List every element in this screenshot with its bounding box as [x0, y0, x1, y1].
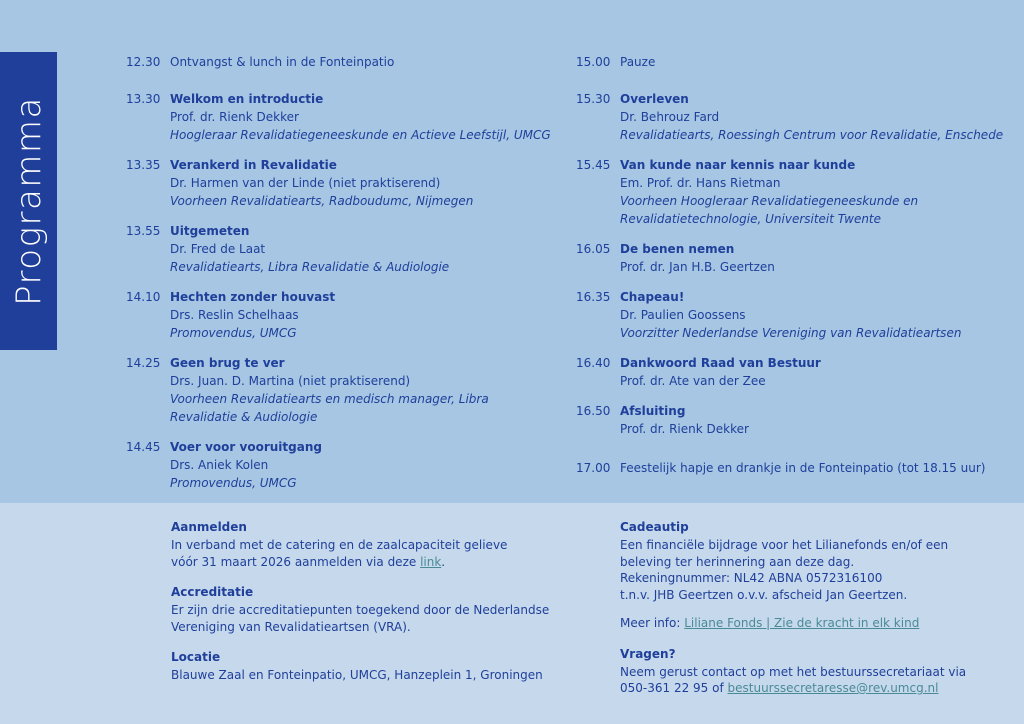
program-text: Prof. dr. Rienk Dekker	[170, 110, 299, 124]
program-item	[576, 354, 1006, 390]
program-body	[620, 402, 1006, 438]
program-item	[126, 222, 556, 276]
program-body	[170, 53, 556, 71]
program-text: Drs. Aniek Kolen	[170, 458, 269, 472]
gift-block	[620, 517, 980, 603]
program-text: Prof. dr. Rienk Dekker	[620, 422, 749, 436]
program-time: 14.45	[126, 440, 161, 454]
program-title: Welkom en introductie	[170, 92, 324, 106]
gift-heading: Cadeautip	[620, 520, 689, 534]
questions-contact	[620, 680, 980, 697]
questions-phone: 050-361 22 95 of	[620, 681, 728, 695]
more-info-text	[620, 615, 980, 632]
location-text: Blauwe Zaal en Fonteinpatio, UMCG, Hanzeplein 1, Groningen	[171, 668, 543, 682]
program-text: Prof. dr. Jan H.B. Geertzen	[620, 260, 775, 274]
accreditation-block	[171, 582, 571, 635]
program-time: 14.10	[126, 290, 161, 304]
questions-heading: Vragen?	[620, 646, 676, 661]
program-time: 15.00	[576, 55, 611, 69]
program-column-right	[576, 53, 1006, 477]
registration-text-end: .	[441, 554, 446, 569]
program-body	[620, 90, 1006, 144]
program-time: 16.05	[576, 242, 611, 256]
side-tab-label: Programma	[8, 96, 49, 306]
side-tab	[0, 52, 57, 350]
program-time: 15.30	[576, 92, 611, 106]
program-title: Chapeau!	[620, 290, 685, 304]
program-text: Drs. Juan. D. Martina (niet praktiserend)	[170, 374, 411, 388]
questions-text: Neem gerust contact op met het bestuurssecretariaat via	[620, 664, 967, 679]
info-column-left	[171, 517, 571, 696]
registration-text-part: vóór 31 maart 2026 aanmelden via deze	[171, 554, 421, 569]
program-title: Dankwoord Raad van Bestuur	[620, 356, 821, 370]
accreditation-text: Er zijn drie accreditatiepunten toegekend door de Nederlandse	[171, 603, 550, 617]
registration-text	[171, 554, 571, 571]
location-block	[171, 647, 571, 684]
program-item	[576, 156, 1006, 228]
program-title: Van kunde naar kennis naar kunde	[620, 158, 856, 172]
location-heading: Locatie	[171, 650, 221, 664]
program-role: Voorheen Revalidatiearts, Radboudumc, Nijmegen	[170, 194, 474, 208]
program-role: Voorheen Hoogleraar Revalidatiegeneeskunde en	[620, 194, 919, 208]
program-body	[620, 288, 1006, 342]
program-role: Revalidatiearts, Libra Revalidatie & Audiologie	[170, 260, 450, 274]
program-body	[170, 438, 556, 492]
program-item	[126, 53, 556, 71]
email-link[interactable]: bestuurssecretaresse@rev.umcg.nl	[727, 681, 939, 695]
program-role: Hoogleraar Revalidatiegeneeskunde en Actieve Leefstijl, UMCG	[170, 128, 551, 142]
program-text: Drs. Reslin Schelhaas	[170, 308, 299, 322]
program-title: Afsluiting	[620, 404, 686, 418]
program-text: Prof. dr. Ate van der Zee	[620, 374, 766, 388]
program-item	[126, 90, 556, 144]
info-column-right	[620, 517, 980, 709]
registration-link[interactable]: link	[420, 554, 442, 569]
program-title: Uitgemeten	[170, 224, 250, 238]
program-title: Verankerd in Revalidatie	[170, 158, 337, 172]
program-time: 13.55	[126, 224, 161, 238]
program-text: Dr. Paulien Goossens	[620, 308, 746, 322]
program-item	[576, 53, 1006, 71]
program-time: 16.35	[576, 290, 611, 304]
registration-text: In verband met de catering en de zaalcapaciteit gelieve	[171, 538, 508, 552]
program-item	[576, 459, 1006, 477]
accreditation-text: Vereniging van Revalidatieartsen (VRA).	[171, 619, 411, 634]
program-item	[576, 402, 1006, 438]
program-body	[620, 156, 1006, 228]
program-column-left	[126, 53, 556, 492]
program-role: Voorzitter Nederlandse Vereniging van Revalidatieartsen	[620, 326, 962, 340]
program-title: Voer voor vooruitgang	[170, 440, 322, 454]
questions-block	[620, 644, 980, 697]
program-time: 15.45	[576, 158, 611, 172]
program-title: Hechten zonder houvast	[170, 290, 336, 304]
program-item	[576, 240, 1006, 276]
program-text: Em. Prof. dr. Hans Rietman	[620, 176, 781, 190]
program-text: Ontvangst & lunch in de Fonteinpatio	[170, 55, 395, 69]
program-time: 16.50	[576, 404, 611, 418]
program-role: Revalidatiearts, Roessingh Centrum voor Revalidatie, Enschede	[620, 128, 1004, 142]
program-text: Dr. Fred de Laat	[170, 242, 266, 256]
program-role: Promovendus, UMCG	[170, 476, 297, 490]
gift-text: Een financiële bijdrage voor het Lilianefonds en/of een	[620, 538, 949, 552]
program-text: Feestelijk hapje en drankje in de Fonteinpatio (tot 18.15 uur)	[620, 461, 986, 475]
program-time: 12.30	[126, 55, 161, 69]
liliane-fonds-link[interactable]: Liliane Fonds | Zie de kracht in elk kind	[684, 616, 920, 630]
program-item	[126, 438, 556, 492]
gift-text: beleving ter herinnering aan deze dag.	[620, 554, 855, 569]
program-time: 17.00	[576, 461, 611, 475]
more-info-block	[620, 615, 980, 632]
program-body	[170, 354, 556, 426]
gift-account-name: t.n.v. JHB Geertzen o.v.v. afscheid Jan Geertzen.	[620, 587, 908, 602]
program-role: Voorheen Revalidatiearts en medisch manager, Libra	[170, 392, 489, 406]
program-time: 13.30	[126, 92, 161, 106]
program-title: De benen nemen	[620, 242, 735, 256]
program-item	[576, 288, 1006, 342]
program-item	[576, 90, 1006, 144]
program-body	[620, 53, 1006, 71]
program-time: 13.35	[126, 158, 161, 172]
more-info-label: Meer info:	[620, 616, 685, 630]
program-body	[170, 288, 556, 342]
program-body	[170, 222, 556, 276]
program-body	[170, 156, 556, 210]
gift-account: Rekeningnummer: NL42 ABNA 0572316100	[620, 571, 883, 585]
program-title: Geen brug te ver	[170, 356, 285, 370]
program-text: Dr. Harmen van der Linde (niet praktiserend)	[170, 176, 441, 190]
program-body	[620, 240, 1006, 276]
program-role: Promovendus, UMCG	[170, 326, 297, 340]
program-text: Dr. Behrouz Fard	[620, 110, 720, 124]
program-time: 16.40	[576, 356, 611, 370]
accreditation-heading: Accreditatie	[171, 585, 254, 599]
registration-heading: Aanmelden	[171, 520, 247, 534]
program-title: Overleven	[620, 92, 689, 106]
program-role: Revalidatietechnologie, Universiteit Twente	[620, 212, 882, 226]
program-item	[126, 288, 556, 342]
registration-block	[171, 517, 571, 570]
program-body	[170, 90, 556, 144]
program-body	[620, 354, 1006, 390]
program-role: Revalidatie & Audiologie	[170, 410, 318, 424]
program-text: Pauze	[620, 55, 656, 69]
program-time: 14.25	[126, 356, 161, 370]
program-item	[126, 354, 556, 426]
program-item	[126, 156, 556, 210]
program-body	[620, 459, 1006, 477]
